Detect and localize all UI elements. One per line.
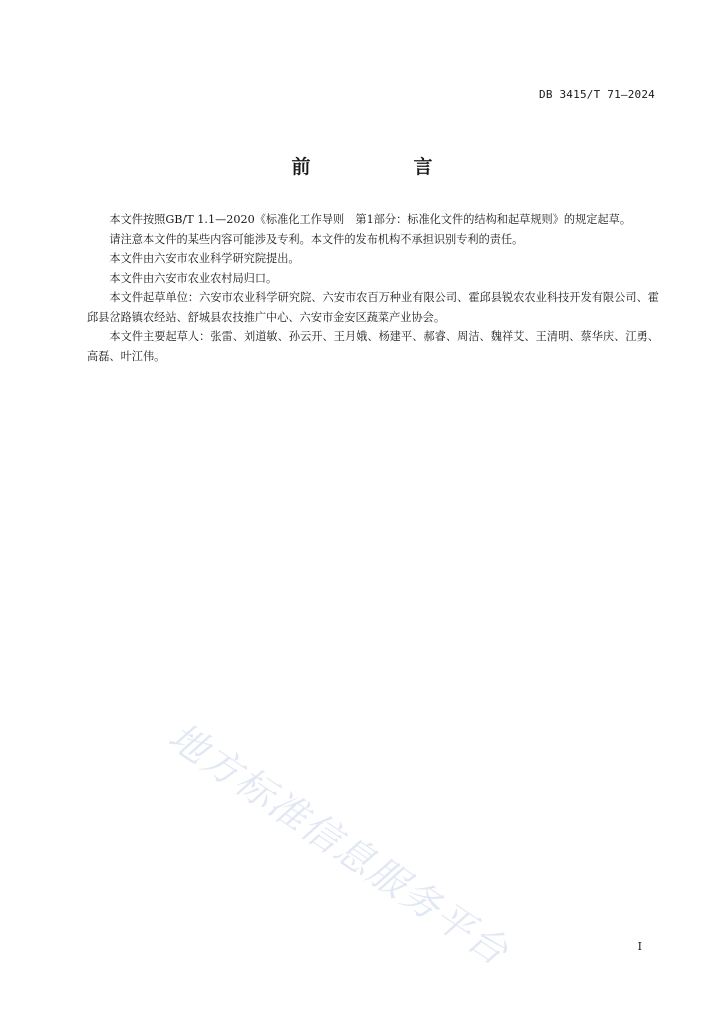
page-title: 前 言: [291, 156, 475, 178]
paragraph-proposer: 本文件由六安市农业科学研究院提出。: [109, 252, 300, 265]
paragraph-patent-notice: 请注意本文件的某些内容可能涉及专利。本文件的发布机构不承担识别专利的责任。: [109, 232, 524, 246]
document-body: [87, 210, 659, 366]
paragraph-drafting-rules: 本文件按照GB/T 1.1—2020《标准化工作导则 第1部分：标准化文件的结构和起草规则》的规定起草。: [109, 213, 632, 226]
watermark: 地方标准信息服务平台: [160, 714, 517, 975]
paragraph-drafters: 本文件主要起草人：张雷、刘道敏、孙云开、王月娥、杨建平、郝睿、周洁、魏祥艾、王清明、蔡华庆、江勇、高磊、叶江伟。: [87, 330, 659, 363]
paragraph-administrator: 本文件由六安市农业农村局归口。: [109, 271, 278, 285]
document-code: DB 3415/T 71—2024: [539, 88, 655, 101]
paragraph-drafting-units: 本文件起草单位：六安市农业科学研究院、六安市农百万种业有限公司、霍邱县锐农农业科技开发有限公司、霍邱县岔路镇农经站、舒城县农技推广中心、六安市金安区蔬菜产业协会。: [87, 291, 659, 324]
page-number: I: [637, 940, 642, 953]
